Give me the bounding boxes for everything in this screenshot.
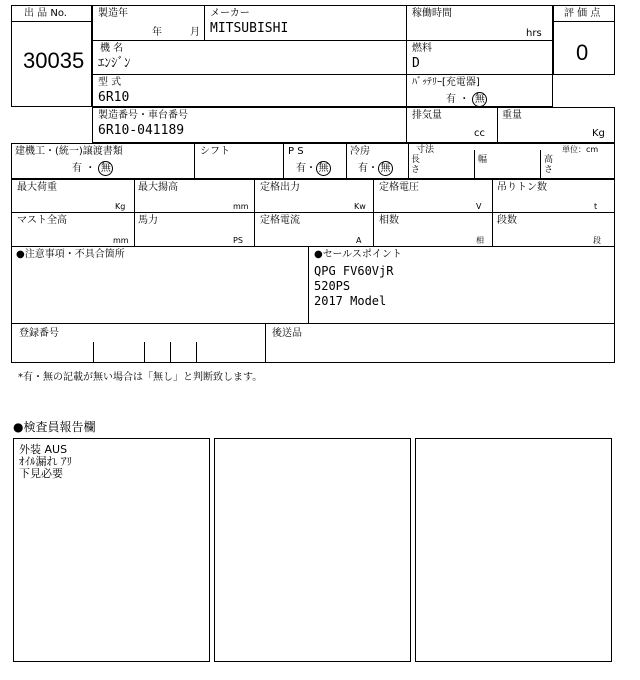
length-label: 長 さ (411, 155, 421, 175)
type-value: 6R10 (98, 90, 130, 105)
rated-voltage-unit: V (476, 202, 482, 211)
weight-unit: Kg (592, 128, 605, 139)
maker-value: MITSUBISHI (210, 21, 289, 36)
sales-line-1: QPG FV60VjR (314, 264, 394, 278)
cooler-none-circle: 無 (378, 161, 393, 176)
model-name: ｴﾝｼﾞﾝ (98, 56, 131, 71)
serial-value: 6R10-041189 (98, 123, 185, 138)
score-value: 0 (576, 40, 589, 65)
rated-voltage-label: 定格電圧 (379, 182, 419, 193)
row4 (11, 212, 615, 247)
year-suffix: 年 (152, 27, 162, 38)
horsepower-unit: PS (233, 236, 243, 245)
battery-none-circle: 無 (472, 92, 487, 107)
month-suffix: 月 (190, 27, 200, 38)
stage-unit: 段 (593, 236, 601, 245)
inspector-title: ●検査員報告欄 (13, 420, 96, 434)
fuel-value: D (412, 56, 420, 71)
hours-label: 稼働時間 (412, 8, 452, 19)
transfer-choice: 有 ・ 無 (72, 161, 113, 176)
score-label: 評 価 点 (564, 8, 601, 19)
transfer-label: 建機工・(統一)譲渡書類 (15, 146, 123, 157)
phase-label: 相数 (379, 215, 399, 226)
lot-no: 30035 (23, 48, 85, 73)
report-box-2 (214, 438, 411, 662)
ps-none-circle: 無 (316, 161, 331, 176)
mast-label: マスト全高 (17, 215, 67, 226)
stage-label: 段数 (497, 215, 517, 226)
sales-line-3: 2017 Model (314, 294, 387, 308)
max-load-unit: Kg (115, 202, 126, 211)
registration-section (11, 323, 615, 363)
displacement-label: 排気量 (412, 110, 442, 121)
type-label: 型 式 (98, 77, 122, 88)
report-box-3 (415, 438, 612, 662)
maker-label: メーカー (210, 8, 250, 19)
sales-label: ●セールスポイント (314, 249, 402, 260)
lot-no-label: 出 品 No. (24, 8, 67, 19)
rated-output-label: 定格出力 (260, 182, 300, 193)
horsepower-label: 馬力 (138, 215, 158, 226)
rated-current-unit: A (356, 236, 362, 245)
sales-line-2: 520PS (314, 279, 351, 293)
fuel-label: 燃料 (412, 43, 432, 54)
rated-current-label: 定格電流 (260, 215, 300, 226)
transfer-none-circle: 無 (98, 161, 113, 176)
model-name-label: 機 名 (100, 43, 124, 54)
rated-output-unit: Kw (354, 202, 366, 211)
battery-label: ﾊﾞｯﾃﾘｰ[充電器] (412, 77, 480, 88)
dims-label: 寸法 (416, 145, 435, 155)
cooler-choice: 有・ 無 (358, 161, 393, 176)
serial-label: 製造番号・車台番号 (98, 110, 188, 121)
max-lift-label: 最大揚高 (138, 182, 178, 193)
reg-label: 登録番号 (19, 328, 59, 339)
phase-unit: 相 (476, 236, 484, 245)
report-text-1: 外装 AUS ｵｲﾙ漏れ ｱﾘ 下見必要 (19, 443, 72, 480)
footnote: *有・無の記載が無い場合は「無し」と判断致します。 (18, 372, 263, 383)
year-label: 製造年 (98, 8, 128, 19)
max-load-label: 最大荷重 (17, 182, 57, 193)
shipping-label: 後送品 (272, 328, 302, 339)
ps-choice: 有・ 無 (296, 161, 331, 176)
mast-unit: mm (113, 236, 129, 245)
shift-label: シフト (200, 146, 230, 157)
crane-ton-unit: t (594, 202, 598, 211)
battery-choice: 有 ・ 無 (446, 92, 487, 107)
weight-label: 重量 (502, 110, 522, 121)
cooler-label: 冷房 (350, 146, 370, 157)
issues-label: ●注意事項・不具合箇所 (16, 249, 125, 260)
width-label: 幅 (478, 155, 488, 165)
ps-label: P S (288, 146, 304, 157)
displacement-unit: cc (474, 128, 485, 139)
crane-ton-label: 吊りトン数 (497, 182, 547, 193)
max-lift-unit: mm (233, 202, 249, 211)
height-label: 高 さ (544, 155, 554, 175)
unit-cm: 単位：cm (562, 145, 599, 154)
hours-unit: hrs (526, 28, 542, 39)
